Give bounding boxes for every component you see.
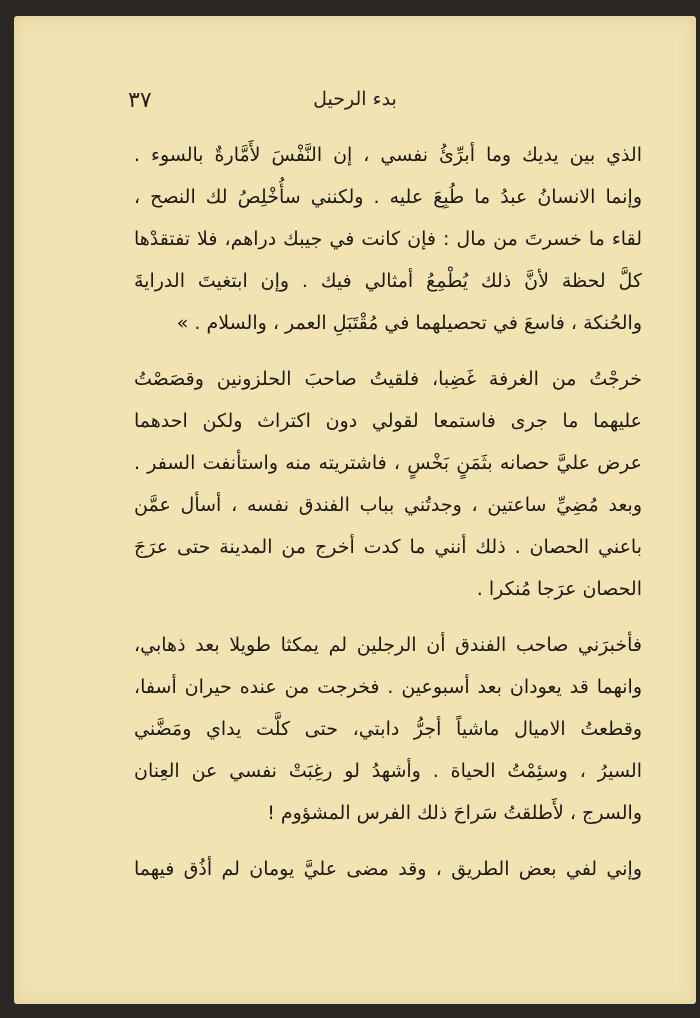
text-line: وإني لفي بعض الطريق ، وقد مضى عليَّ يومان لم أذُق فيهما — [134, 858, 642, 880]
paragraph-gap — [134, 344, 642, 358]
paragraph-gap — [134, 834, 642, 848]
body-text — [134, 134, 642, 890]
text-line: فأخبرَني صاحب الفندق أن الرجلين لم يمكثا طويلا بعد ذهابي، — [134, 634, 642, 656]
text-line: وانهما قد يعودان بعد أسبوعين . فخرجت من عنده حيران أسفا، — [134, 676, 642, 698]
text-line: السيرُ ، وسئِمْتُ الحياة . وأشهدُ لو رغِبَتْ نفسي عن العِنان — [134, 760, 642, 782]
paragraph-gap — [134, 610, 642, 624]
paragraph — [134, 624, 642, 834]
paragraph — [134, 134, 642, 344]
text-line: عرض عليَّ حصانه بثَمَنٍ بَخْسٍ ، فاشتريته منه واستأنفت السفر . — [134, 452, 642, 474]
paragraph — [134, 848, 642, 890]
text-line: لقاء ما خسرتَ من مال : فإن كانت في جيبك دراهم، فلا تفتقدْها — [134, 228, 642, 250]
text-line: والسرج ، لأَطلقتُ سَراحَ ذلك الفرس المشؤوم ! — [267, 802, 642, 824]
text-line: كلَّ لحظة لأنَّ ذلك يُطْمِعُ أمثالي فيك . وإن ابتغيتَ الدرايةَ — [134, 270, 642, 292]
text-line: باعني الحصان . ذلك أنني ما كدت أخرج من المدينة حتى عرَجَ — [134, 536, 642, 558]
text-line: عليهما ما جرى فاستمعا لقولي دون اكتراث ولكن احدهما — [134, 410, 642, 432]
text-line: وقطعتُ الاميال ماشياً أجرُّ دابتي، حتى كلَّت يداي ومَضَّني — [134, 718, 642, 740]
text-line: وبعد مُضِيِّ ساعتين ، وجدتُني بباب الفندق نفسه ، أسأل عمَّن — [134, 494, 642, 516]
paragraph — [134, 358, 642, 610]
running-title: بدء الرحيل — [313, 88, 397, 110]
text-line: الذي بين يديك وما أبرِّئُ نفسي ، إن النَّفْسَ لأَمَّارةٌ بالسوء . — [134, 144, 642, 166]
page-number: ٣٧ — [128, 88, 152, 113]
text-line: والحُنكة ، فاسعَ في تحصيلهما في مُقْتَبَلِ العمر ، والسلام . » — [176, 312, 642, 334]
text-line: الحصان عرَجا مُنكرا . — [476, 578, 642, 600]
page-header — [14, 84, 696, 124]
book-page — [14, 16, 696, 1004]
text-line: خرجْتُ من الغرفة غَضِبا، فلقيتُ صاحبَ الحلزونين وقصَصْتُ — [134, 368, 642, 390]
text-line: وإنما الانسانُ عبدُ ما طُبِعَ عليه . ولكنني سأُخْلِصُ لك النصح ، — [134, 186, 642, 208]
